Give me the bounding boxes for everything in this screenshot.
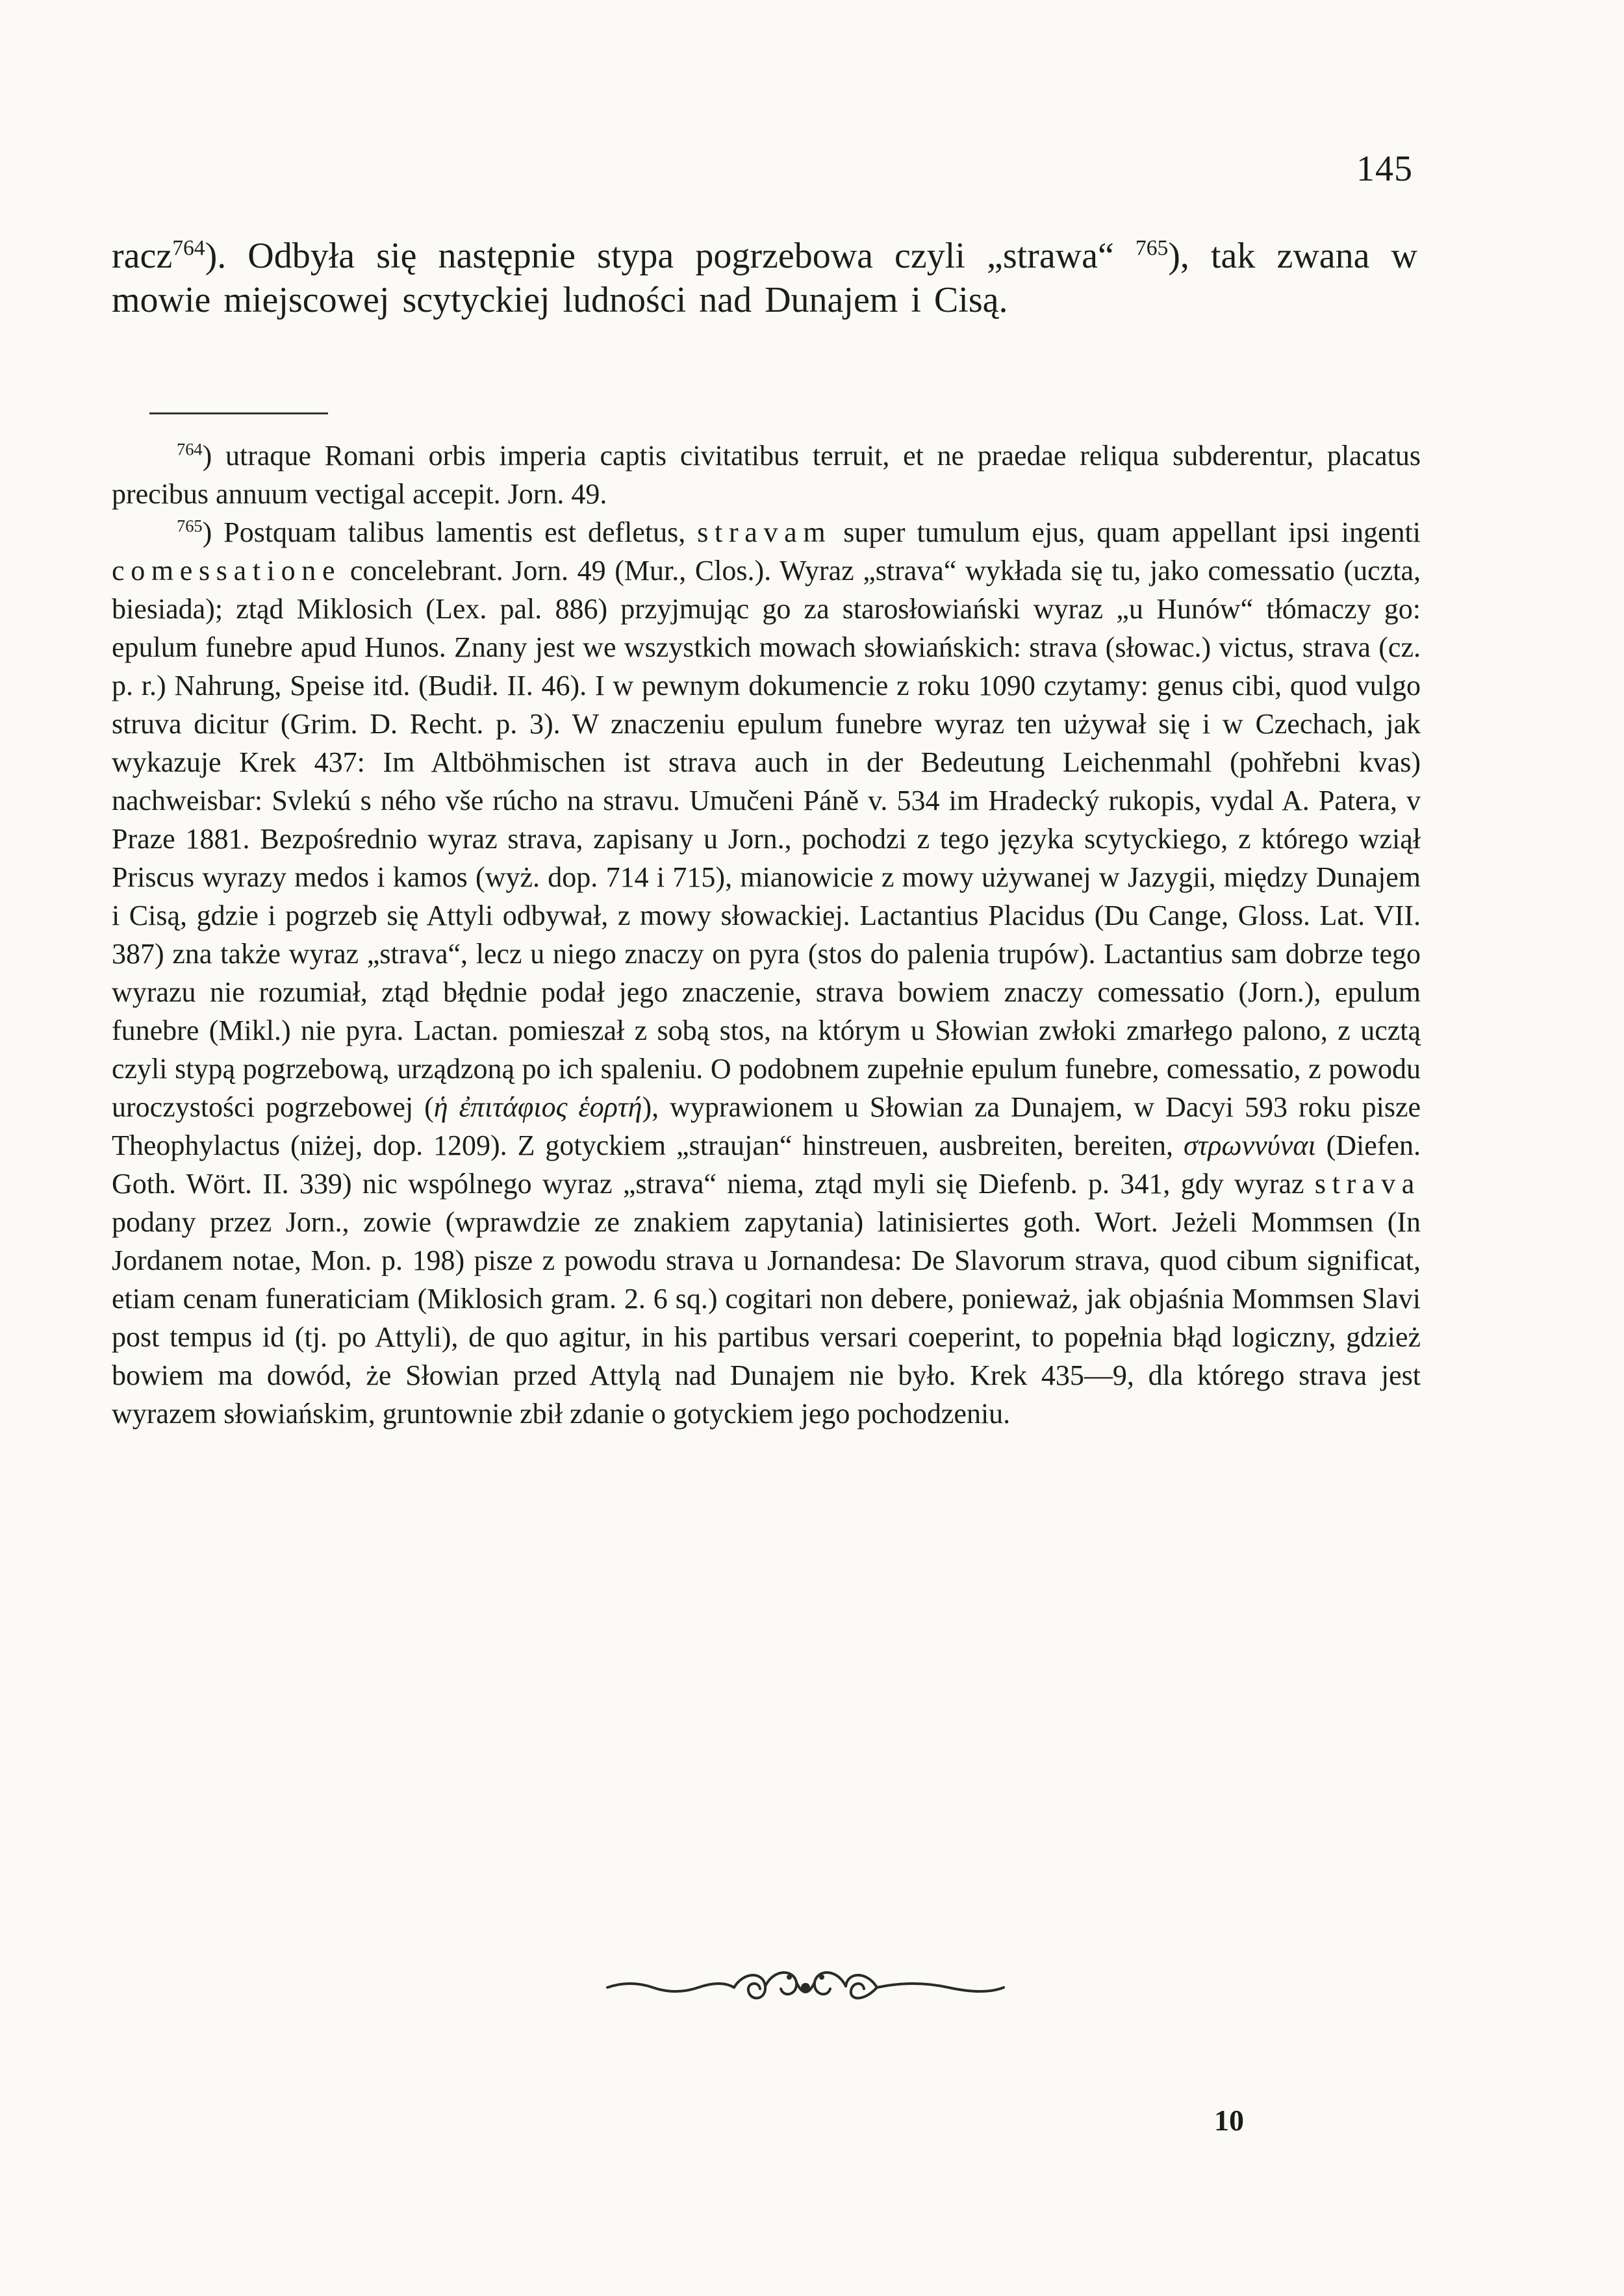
emphasized-word: stravam [697,516,832,548]
footnote-ref-765: 765 [1135,236,1169,260]
signature-mark: 10 [1214,2104,1244,2137]
footnote-number: 764 [177,439,203,459]
main-paragraph [112,234,1417,322]
footnote-text: (Diefen. Goth. Wört. II. 339) nic wspólnego wyraz „strava“ niema, ztąd myli się Diefenb. p. 341, gdy wyraz [112,1129,1421,1200]
footnote-text: super tumulum ejus, quam appellant ipsi ingenti [843,516,1421,548]
footnote-text: concelebrant. Jorn. 49 (Mur., Clos.). Wyraz „strava“ wykłada się tu, jako comessatio (uczta, biesiada); ztąd Miklosich (Lex. pal. 886) przyjmując go za starosłowiański wyraz „u Hunów“ tłómaczy go: epulum funebre apud Hunos. Znany jest we wszystkich mowach słowiańskich: strava (słowac.) victus, strava (cz. p. r.) Nahrung, Speise itd. (Budił. II. 46). I w pewnym dokumencie z roku 1090 czytamy: genus cibi, quod vulgo struva dicitur (Grim. D. Recht. p. 3). W znaczeniu epulum funebre wyraz ten używał się i w Czechach, jak wykazuje Krek 437: Im Altböhmischen ist strava auch in der Bedeutung Leichenmahl (pohřebni kvas) nachweisbar: Svlekú s ného vše rúcho na stravu. Umučeni Páně v. 534 im Hradecký rukopis, vydal A. Patera, v Praze 1881. Bezpośrednio wyraz strava, zapisany u Jorn., pochodzi z tego języka scytyckiego, z którego wziął Priscus wyrazy medos i kamos (wyż. dop. 714 i 715), mianowicie z mowy używanej w Jazygii, między Dunajem i Cisą, gdzie i pogrzeb się Attyli odbywał, z mowy słowackiej. Lactantius Placidus (Du Cange, Gloss. Lat. VII. 387) zna także wyraz „strava“, lecz u niego znaczy on pyra (stos do palenia trupów). Lactantius sam dobrze tego wyrazu nie rozumiał, ztąd błędnie podał jego znaczenie, strava bowiem znaczy comessatio (Jorn.), epulum funebre (Mikl.) nie pyra. Lactan. pomieszał z sobą stos, na którym u Słowian zwłoki zmarłego palono, z ucztą czyli stypą pogrzebową, urządzoną po ich spaleniu. O podobnem zupełnie epulum funebre, comessatio, z powodu uroczystości pogrzebowej ( [112,555,1421,1123]
emphasized-word: strava [1314,1168,1421,1200]
footnote-text: ), wyprawionem u Słowian za Dunajem, w Dacyi 593 roku pisze Theophylactus (niżej, dop. 1209). Z gotyckiem „straujan“ hinstreuen, ausbreiten, bereiten, [112,1091,1421,1161]
footnote-765 [112,513,1421,1433]
footnote-separator [149,412,328,414]
footnotes [112,436,1421,1433]
emphasized-word: comessatione [112,555,342,587]
greek-phrase: ἡ ἐπιτάφιος ἑορτή [433,1091,642,1123]
main-text-part: ), tak zwana w mowie miejscowej scytyckiej ludności nad Dunajem i Cisą. [112,236,1418,320]
page-number: 145 [1356,149,1413,189]
footnote-ref-764: 764 [172,236,205,260]
footnote-764 [112,436,1421,513]
footnote-text: ) utraque Romani orbis imperia captis civitatibus terruit, et ne praedae reliqua subderentur, placatus precibus annuum vectigal accepit. Jorn. 49. [112,440,1421,510]
greek-word: στρωννύναι [1183,1129,1316,1161]
decorative-vignette-icon [604,1962,1007,2013]
footnote-text: ) Postquam talibus lamentis est defletus, [202,516,686,548]
main-text-part: racz [112,236,173,276]
footnote-number: 765 [177,516,203,536]
main-text [112,234,1417,322]
main-text-part: ). Odbyła się następnie stypa pogrzebowa czyli „strawa“ [205,236,1114,276]
footnote-text: podany przez Jorn., zowie (wprawdzie ze znakiem zapytania) latinisiertes goth. Wort. Jeżeli Mommsen (In Jordanem notae, Mon. p. 198) pisze z powodu strava u Jornandesa: De Slavorum strava, quod cibum significat, etiam cenam funeraticiam (Miklosich gram. 2. 6 sq.) cogitari non debere, ponieważ, jak objaśnia Mommsen Slavi post tempus id (tj. po Attyli), de quo agitur, in his partibus versari coeperint, to popełnia błąd logiczny, gdzież bowiem ma dowód, że Słowian przed Attylą nad Dunajem nie było. Krek 435—9, dla którego strava jest wyrazem słowiańskim, gruntownie zbił zdanie o gotyckiem jego pochodzeniu. [112,1206,1421,1430]
